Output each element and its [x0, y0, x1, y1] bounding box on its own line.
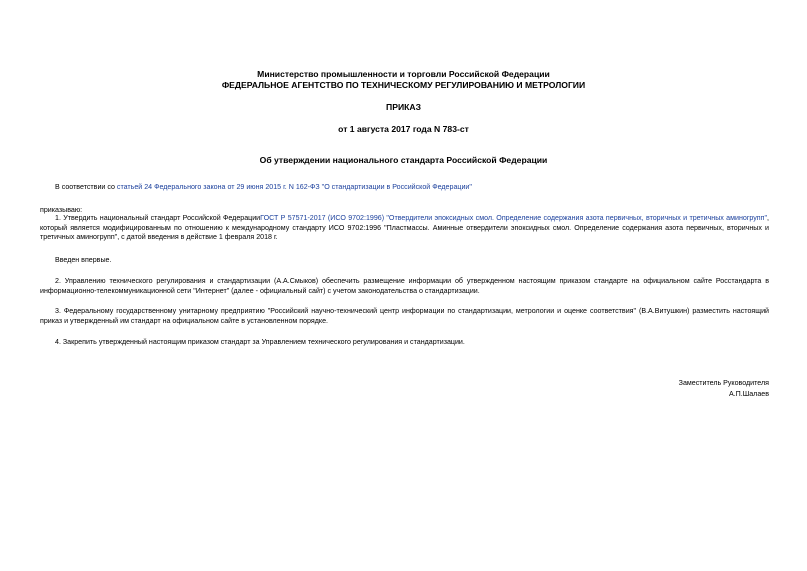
date-number: от 1 августа 2017 года N 783-ст	[338, 124, 469, 134]
item-2-paragraph: 2. Управлению технического регулирования и стандартизации (А.А.Смыков) обеспечить размещение информации об утвержденном настоящим приказом стандарте на официальном сайте Росстандарта в информационно-телекоммуникационной сети "Интернет" (далее - официальный сайт) с учетом законодательства о стандартизации.	[40, 277, 769, 295]
signer-position: Заместитель Руководителя	[678, 379, 769, 387]
law-link[interactable]: статьей 24 Федерального закона от 29 июня 2015 г. N 162-ФЗ "О стандартизации в Российской Федерации"	[116, 183, 472, 191]
item-1-suffix: , который является модифицированным по отношению к международному стандарту ИСО 9702:1996 "Пластмассы. Аминные отвердители эпоксидных смол. Определение содержания азота первичных, вторичных и третичных аминогрупп", с датой введения в действие 1 февраля 2018 г.	[40, 214, 769, 242]
preamble-paragraph	[40, 183, 769, 193]
agency-title: ФЕДЕРАЛЬНОЕ АГЕНТСТВО ПО ТЕХНИЧЕСКОМУ РЕГУЛИРОВАНИЮ И МЕТРОЛОГИИ	[221, 80, 586, 90]
doc-type-title: ПРИКАЗ	[386, 102, 421, 112]
signer-name: А.П.Шалаев	[728, 390, 769, 398]
gost-link[interactable]: ГОСТ Р 57571-2017 (ИСО 9702:1996) "Отвердители эпоксидных смол. Определение содержания азота первичных, вторичных и третичных аминогрупп"	[260, 214, 768, 222]
item-3-paragraph: 3. Федеральному государственному унитарному предприятию "Российский научно-технический центр информации по стандартизации, метрологии и оценке соответствия" (В.А.Витушкин) разместить настоящий приказ и утвержденный им стандарт на официальном сайте в установленном порядке.	[40, 307, 769, 325]
item-1-paragraph	[40, 214, 769, 243]
preamble-prefix: В соответствии со	[55, 183, 117, 191]
subject-title: Об утверждении национального стандарта Российской Федерации	[259, 155, 548, 165]
order-word: приказываю:	[40, 206, 83, 214]
item-4-paragraph: 4. Закрепить утвержденный настоящим приказом стандарт за Управлением технического регулирования и стандартизации.	[55, 338, 465, 346]
ministry-title: Министерство промышленности и торговли Российской Федерации	[257, 69, 550, 79]
item-1-prefix: 1. Утвердить национальный стандарт Российской Федерации	[55, 214, 261, 222]
introduced-note: Введен впервые.	[55, 256, 112, 264]
